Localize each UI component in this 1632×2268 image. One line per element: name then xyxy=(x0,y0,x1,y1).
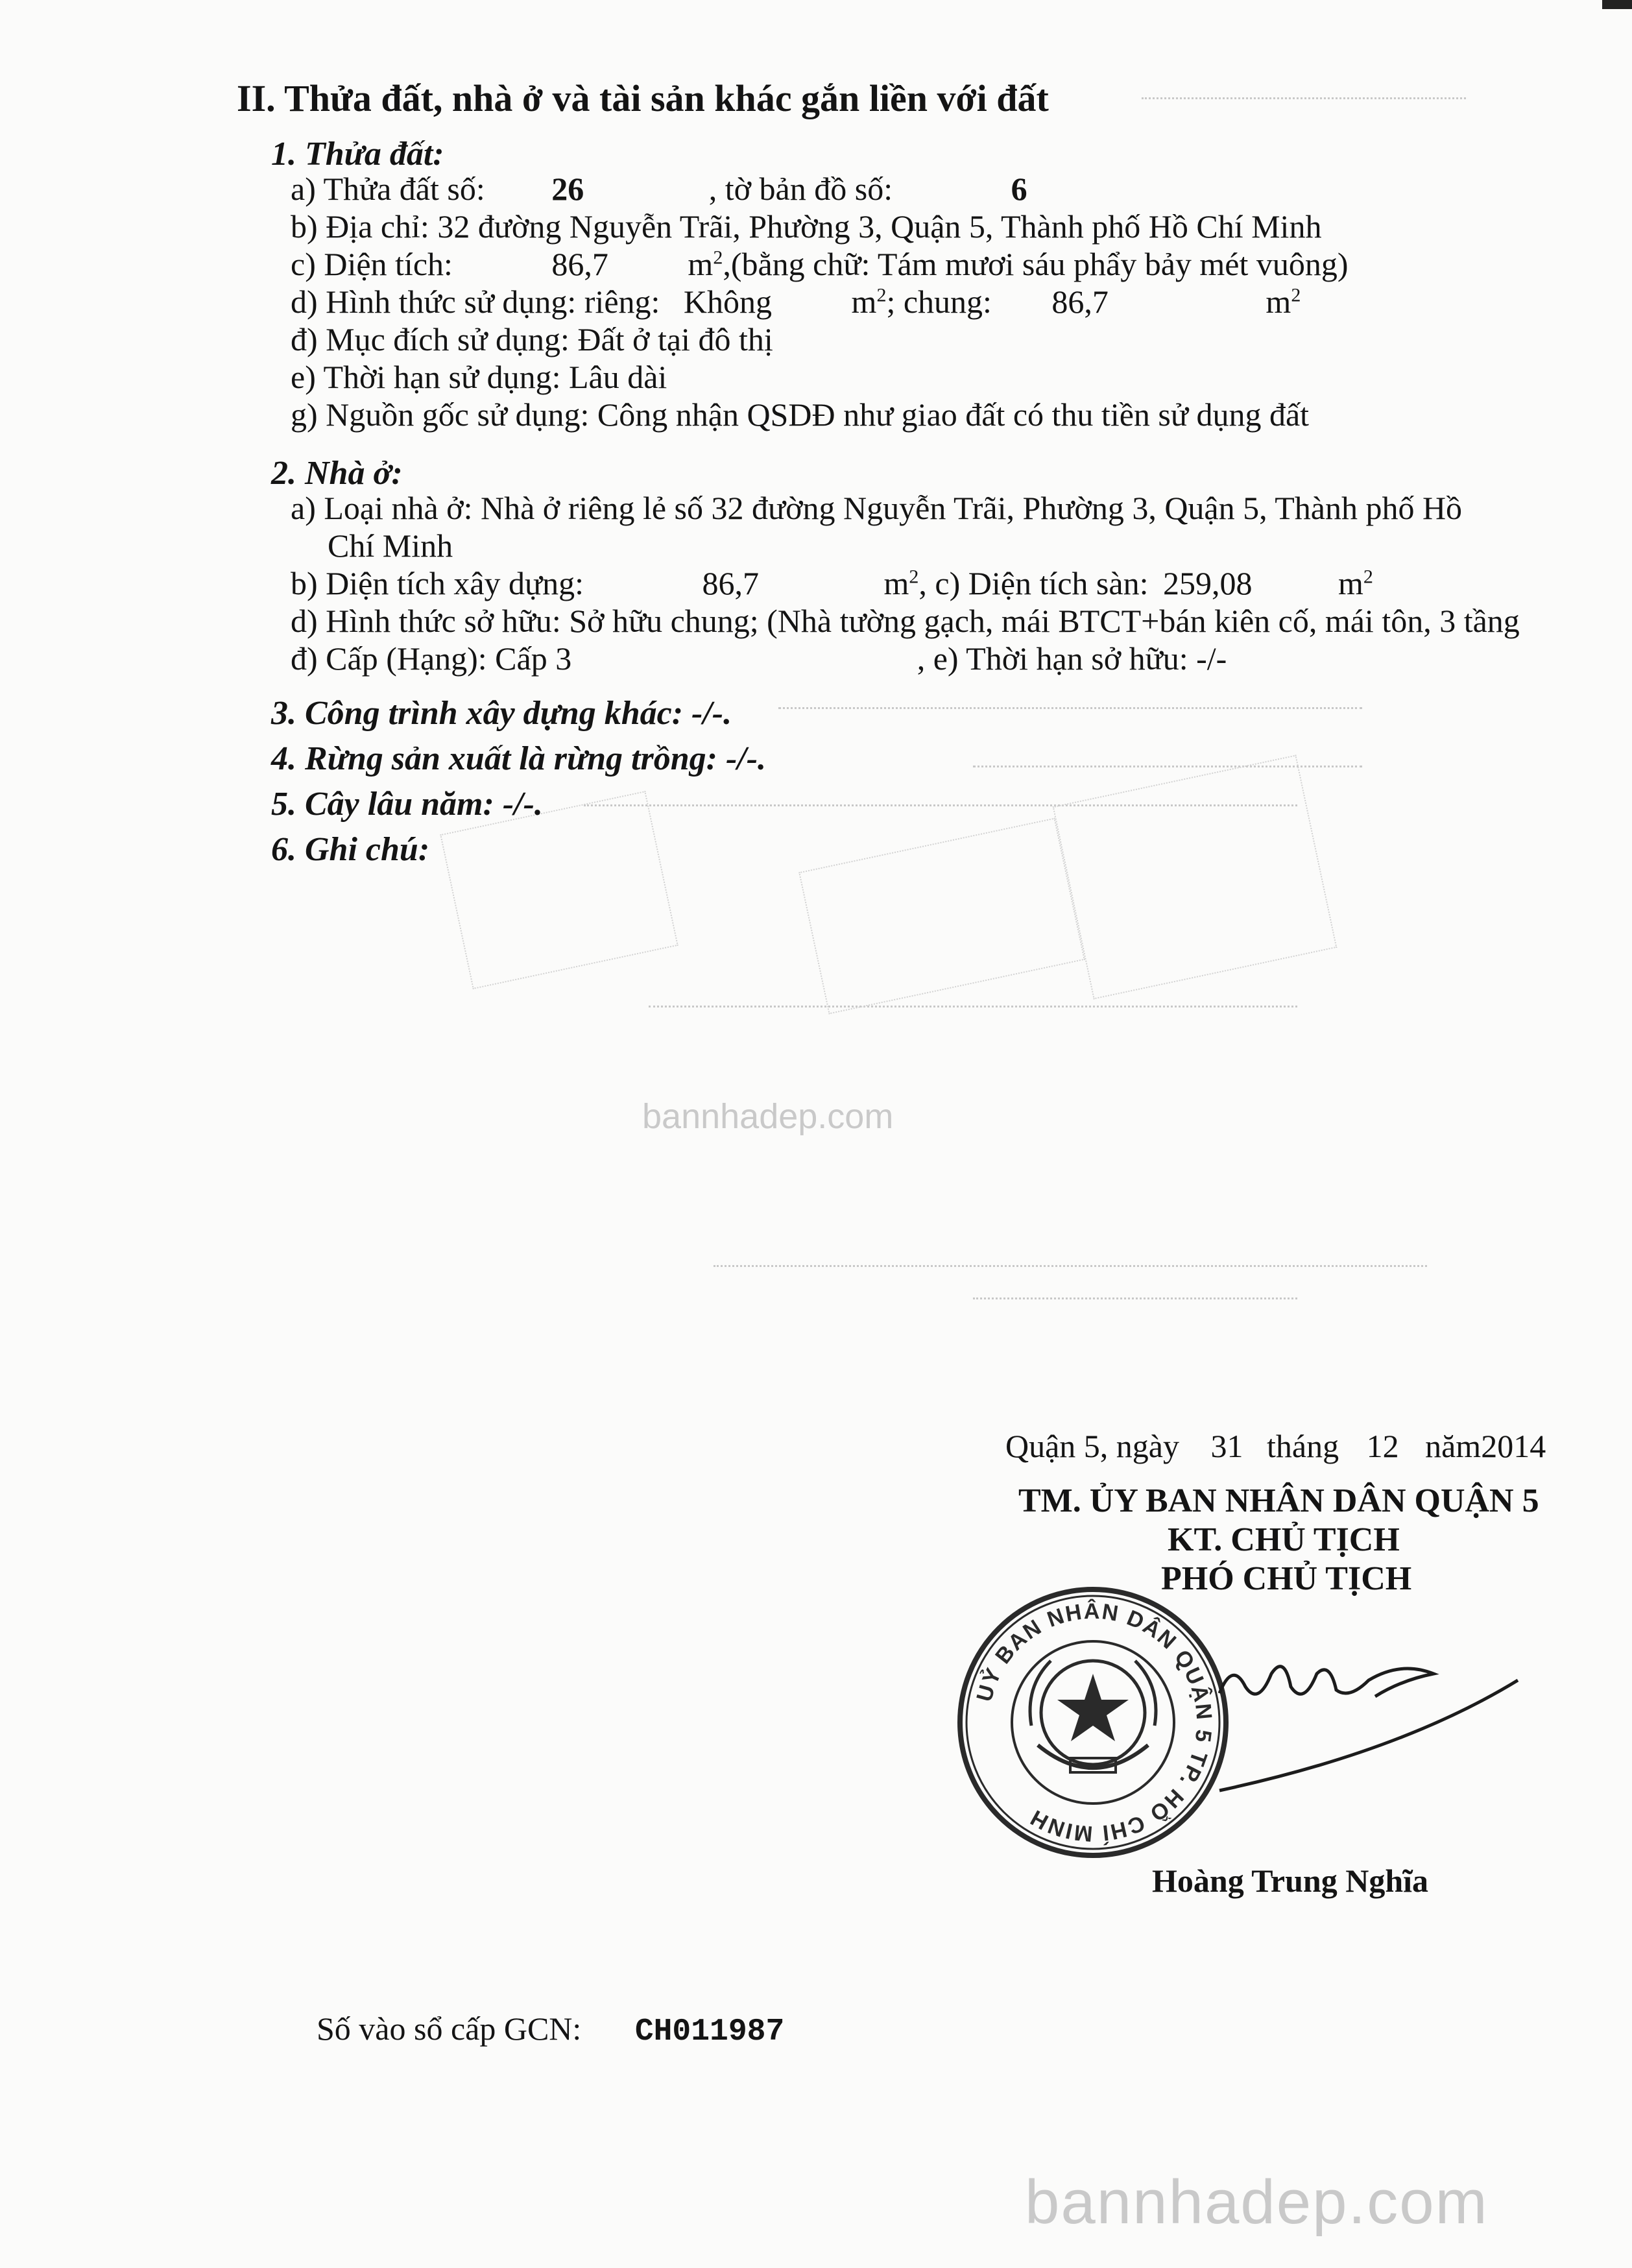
land-usage-private-value: Không xyxy=(683,284,773,320)
house-type-line1: a) Loại nhà ở: Nhà ở riêng lẻ số 32 đường Nguyễn Trãi, Phường 3, Quận 5, Thành phố Hồ xyxy=(291,490,1463,526)
house-build-area-label: b) Diện tích xây dựng: xyxy=(291,565,584,601)
land-map-label: , tờ bản đồ số: xyxy=(708,171,893,207)
land-address: b) Địa chỉ: 32 đường Nguyễn Trãi, Phường 3, Quận 5, Thành phố Hồ Chí Minh xyxy=(291,208,1322,245)
land-parcel-label: a) Thửa đất số: xyxy=(291,171,485,207)
land-parcel-number-row xyxy=(291,170,1027,208)
house-term: , e) Thời hạn sở hữu: -/- xyxy=(917,640,1227,677)
house-grade: đ) Cấp (Hạng): Cấp 3 xyxy=(291,640,572,677)
registry-label: Số vào sổ cấp GCN: xyxy=(317,2010,582,2047)
land-origin: g) Nguồn gốc sử dụng: Công nhận QSDĐ như giao đất có thu tiền sử dụng đất xyxy=(291,396,1310,433)
land-area-words: ,(bằng chữ: Tám mươi sáu phẩy bảy mét vuông) xyxy=(723,246,1349,282)
production-forest: 4. Rừng sản xuất là rừng trồng: -/-. xyxy=(271,740,767,777)
notes-label: 6. Ghi chú: xyxy=(271,831,430,868)
house-build-area-value: 86,7 xyxy=(702,565,760,601)
other-construction: 3. Công trình xây dựng khác: -/-. xyxy=(271,695,732,732)
land-usage-common-label: ; chung: xyxy=(886,284,992,320)
land-usage-common-value: 86,7 xyxy=(1051,284,1109,320)
section-title: II. Thửa đất, nhà ở và tài sản khác gắn liền với đất xyxy=(237,77,1049,119)
house-floor-area-label: , c) Diện tích sàn: xyxy=(918,565,1149,601)
land-area-unit: $m^2$ xyxy=(688,246,723,282)
seal-text: UỶ BAN NHÂN DÂN QUẬN 5 TP. HỒ CHÍ MINH xyxy=(972,1598,1217,1846)
house-ownership: d) Hình thức sở hữu: Sở hữu chung; (Nhà tường gạch, mái BTCT+bán kiên cố, mái tôn, 3 tầng xyxy=(291,603,1520,639)
land-usage-private-unit: $m^2$ xyxy=(851,284,887,320)
date-year: 2014 xyxy=(1481,1428,1546,1464)
land-section-title: 1. Thửa đất: xyxy=(271,136,444,173)
perennial-trees: 5. Cây lâu năm: -/-. xyxy=(271,786,543,823)
house-floor-area-value: 259,08 xyxy=(1162,565,1253,601)
house-type-line2: Chí Minh xyxy=(328,527,453,564)
signing-role-1: KT. CHỦ TỊCH xyxy=(1168,1521,1400,1558)
registry-row xyxy=(317,2010,784,2049)
land-map-value: 6 xyxy=(1011,171,1027,207)
land-area-value: 86,7 xyxy=(551,246,608,282)
edge-mark xyxy=(1602,0,1632,9)
date-month-label: tháng xyxy=(1267,1428,1339,1464)
land-area-row xyxy=(291,245,1349,283)
watermark-bottom: bannhadep.com xyxy=(1025,2167,1489,2237)
date-month: 12 xyxy=(1366,1428,1399,1464)
house-area-row xyxy=(291,564,1373,602)
land-parcel-value: 26 xyxy=(551,171,584,207)
seal-emblem-icon xyxy=(954,1583,1232,1862)
house-grade-row xyxy=(291,640,1227,677)
land-usage-common-unit: $m^2$ xyxy=(1266,284,1301,320)
official-seal xyxy=(954,1583,1232,1862)
land-usage-label: d) Hình thức sử dụng: riêng: xyxy=(291,284,660,320)
date-year-label: năm xyxy=(1425,1428,1482,1464)
house-section-title: 2. Nhà ở: xyxy=(271,455,403,492)
land-usage-form-row xyxy=(291,283,1301,320)
land-purpose: đ) Mục đích sử dụng: Đất ở tại đô thị xyxy=(291,321,773,357)
registry-number: CH011987 xyxy=(634,2014,785,2049)
date-day: 31 xyxy=(1210,1428,1243,1464)
land-term: e) Thời hạn sử dụng: Lâu dài xyxy=(291,359,667,395)
land-area-label: c) Diện tích: xyxy=(291,246,453,282)
signing-role-2: PHÓ CHỦ TỊCH xyxy=(1161,1560,1412,1597)
house-build-area-unit: $m^2$ xyxy=(883,565,919,601)
handwritten-signature xyxy=(1206,1635,1570,1816)
house-floor-area-unit: $m^2$ xyxy=(1338,565,1373,601)
signing-organization: TM. ỦY BAN NHÂN DÂN QUẬN 5 xyxy=(1018,1482,1539,1519)
watermark-center: bannhadep.com xyxy=(642,1097,894,1136)
place-date xyxy=(1005,1427,1546,1465)
place-date-prefix: Quận 5, ngày xyxy=(1005,1428,1179,1464)
signer-name: Hoàng Trung Nghĩa xyxy=(1152,1863,1429,1899)
